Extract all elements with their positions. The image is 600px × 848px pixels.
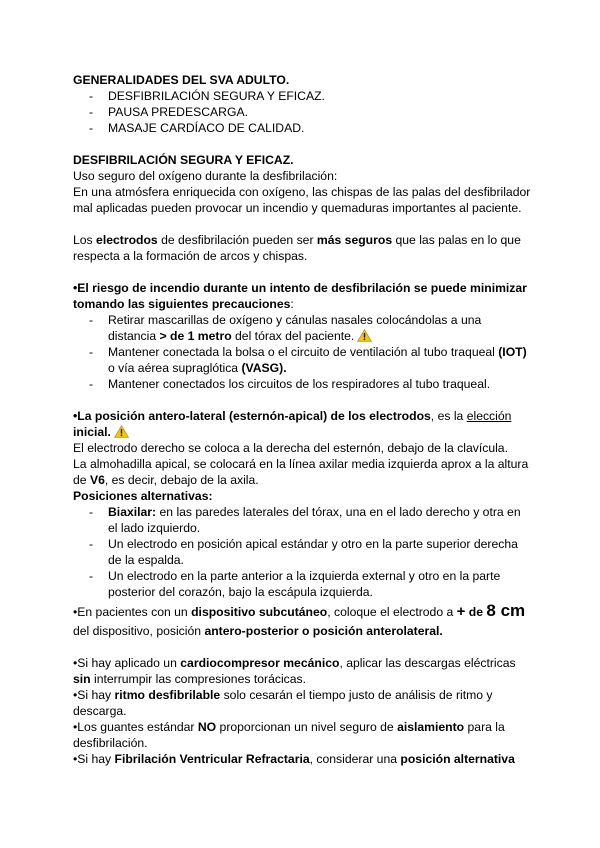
paragraph-line: mal aplicadas pueden provocar un incendio y quemaduras importantes al paciente.	[73, 201, 522, 215]
note-line: •Los guantes estándar NO proporcionan un nivel seguro de aislamiento para la	[73, 720, 505, 734]
list-item: el lado izquierdo.	[108, 521, 201, 535]
generalidades-title: GENERALIDADES DEL SVA ADULTO.	[73, 73, 290, 87]
electrodos-paragraph	[73, 232, 533, 264]
note-line: descarga.	[73, 704, 127, 718]
list-item: - Un electrodo en la parte anterior a la izquierda external y otro en la parte	[89, 569, 501, 583]
paragraph-line: •En pacientes con un dispositivo subcutáneo, coloque el electrodo a + de 8 cm	[73, 601, 526, 620]
alternativas-title: Posiciones alternativas:	[73, 489, 213, 503]
note-line: desfibrilación.	[73, 736, 148, 750]
riesgo-heading: tomando las siguientes precauciones:	[73, 297, 294, 311]
posicion-heading: •La posición antero-lateral (esternón-apical) de los electrodos, es la elección	[73, 409, 512, 423]
list-item: - Retirar mascarillas de oxígeno y cánulas nasales colocándolas a una	[89, 313, 482, 327]
warning-icon	[114, 425, 129, 438]
list-item: - PAUSA PREDESCARGA.	[89, 105, 248, 119]
list-item: distancia > de 1 metro del tórax del paciente.	[73, 328, 533, 344]
list-item: - Biaxilar: en las paredes laterales del tórax, una en el lado derecho y otra en	[89, 505, 521, 519]
riesgo-heading: •El riesgo de incendio durante un intento de desfibrilación se puede minimizar	[73, 281, 527, 295]
desfibrilacion-title: DESFIBRILACIÓN SEGURA Y EFICAZ.	[73, 153, 294, 167]
paragraph-line: de V6, es decir, debajo de la axila.	[73, 473, 259, 487]
paragraph-line: En una atmósfera enriquecida con oxígeno, las chispas de las palas del desfibrilador	[73, 185, 531, 199]
note-line: •Si hay ritmo desfibrilable solo cesarán el tiempo justo de análisis de ritmo y	[73, 688, 493, 702]
paragraph-line: Uso seguro del oxígeno durante la desfibrilación:	[73, 169, 338, 183]
note-line: •Si hay aplicado un cardiocompresor mecánico, aplicar las descargas eléctricas	[73, 656, 516, 670]
riesgo-section	[73, 280, 533, 392]
list-item: posterior del corazón, bajo la escápula izquierda.	[108, 585, 373, 599]
list-item: - Mantener conectada la bolsa o el circuito de ventilación al tubo traqueal (IOT)	[89, 345, 527, 359]
list-item: o vía aérea supraglótica (VASG).	[108, 361, 287, 375]
note-line: •Si hay Fibrilación Ventricular Refractaria, considerar una posición alternativa	[73, 752, 515, 766]
paragraph-line: La almohadilla apical, se colocará en la línea axilar media izquierda aprox a la altura	[73, 457, 529, 471]
paragraph-line: respecta a la formación de arcos y chispas.	[73, 249, 308, 263]
posicion-section	[73, 408, 533, 600]
list-item: - Mantener conectados los circuitos de los respiradores al tubo traqueal.	[89, 377, 491, 391]
note-line: sin interrumpir las compresiones torácicas.	[73, 672, 306, 686]
list-item: de la espalda.	[108, 553, 184, 567]
generalidades-section	[73, 72, 533, 136]
paragraph-line: Los electrodos de desfibrilación pueden ser más seguros que las palas en lo que	[73, 233, 521, 247]
list-item: - DESFIBRILACIÓN SEGURA Y EFICAZ.	[89, 89, 325, 103]
list-item: - MASAJE CARDÍACO DE CALIDAD.	[89, 121, 305, 135]
notas-section	[73, 655, 533, 767]
posicion-heading: inicial.	[73, 424, 533, 440]
desfibrilacion-section	[73, 152, 533, 216]
warning-icon	[357, 329, 372, 342]
paragraph-line: El electrodo derecho se coloca a la derecha del esternón, debajo de la clavícula.	[73, 441, 508, 455]
subcutaneo-paragraph	[73, 603, 533, 639]
paragraph-line: del dispositivo, posición antero-posterior o posición anterolateral.	[73, 624, 443, 638]
list-item: - Un electrodo en posición apical estándar y otro en la parte superior derecha	[89, 537, 518, 551]
